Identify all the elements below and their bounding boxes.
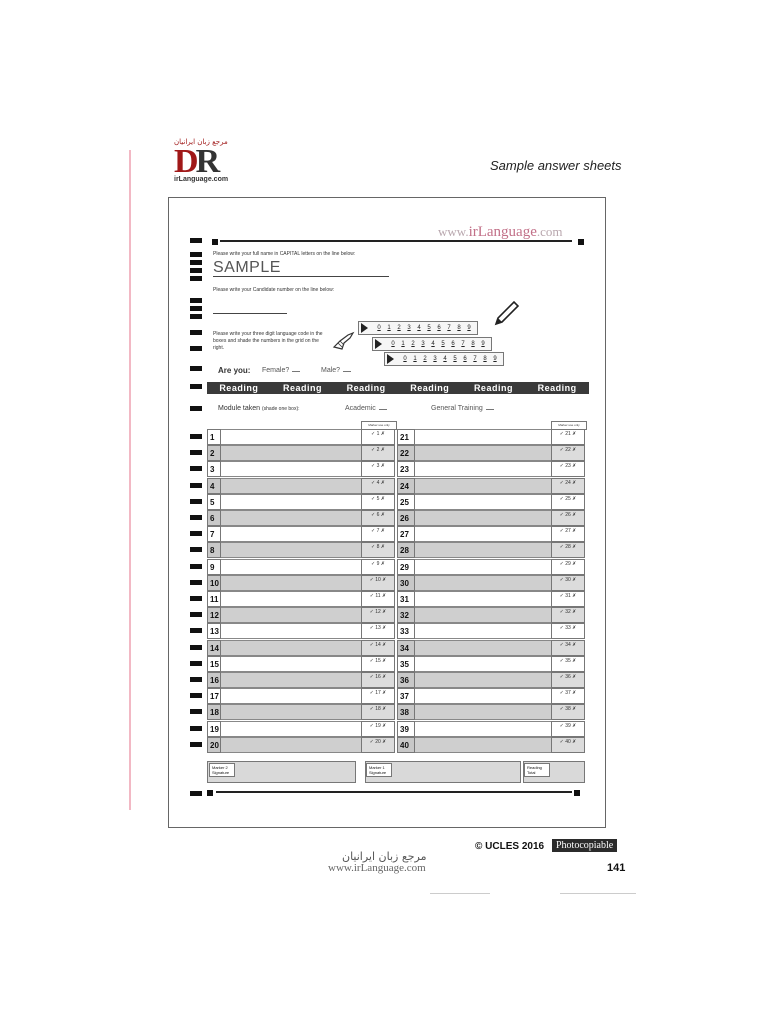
question-number: 10 <box>207 575 221 591</box>
timing-mark <box>190 306 202 311</box>
marker-box[interactable]: ✓ 31 ✗ <box>551 591 585 607</box>
marker-box[interactable]: ✓ 22 ✗ <box>551 445 585 461</box>
marker-box[interactable]: ✓ 35 ✗ <box>551 656 585 672</box>
answer-field[interactable] <box>415 510 551 526</box>
logo-site: irLanguage.com <box>174 176 229 183</box>
marker-use-only-right: Marker use only <box>551 421 587 430</box>
question-number: 18 <box>207 704 221 720</box>
answer-row <box>207 542 588 558</box>
marker-box[interactable]: ✓ 16 ✗ <box>361 672 395 688</box>
answer-field[interactable] <box>221 542 361 558</box>
timing-mark <box>190 580 202 585</box>
marker-box[interactable]: ✓ 27 ✗ <box>551 526 585 542</box>
timing-mark <box>190 406 202 411</box>
answer-field[interactable] <box>415 542 551 558</box>
answer-field[interactable] <box>415 429 551 445</box>
module-taken-label: Module taken (shade one box): <box>218 405 300 412</box>
question-number: 14 <box>207 640 221 656</box>
question-number: 28 <box>397 542 415 558</box>
timing-mark <box>190 434 202 439</box>
answer-field[interactable] <box>221 640 361 656</box>
timing-mark <box>190 645 202 650</box>
question-number: 24 <box>397 478 415 494</box>
language-code-row-2[interactable]: 0 1 2 3 4 5 6 7 8 9 <box>372 337 492 351</box>
timing-mark <box>190 499 202 504</box>
answer-row <box>207 478 588 494</box>
marker-box[interactable]: ✓ 33 ✗ <box>551 623 585 639</box>
timing-mark <box>578 239 584 245</box>
question-number: 25 <box>397 494 415 510</box>
timing-mark <box>190 693 202 698</box>
marker-box[interactable]: ✓ 8 ✗ <box>361 542 395 558</box>
marker-box[interactable]: ✓ 10 ✗ <box>361 575 395 591</box>
answer-field[interactable] <box>415 526 551 542</box>
timing-mark <box>190 366 202 371</box>
marker-box[interactable]: ✓ 9 ✗ <box>361 559 395 575</box>
name-instruction: Please write your full name in CAPITAL letters on the line below: <box>213 251 356 257</box>
answer-row <box>207 526 588 542</box>
marker-box[interactable]: ✓ 32 ✗ <box>551 607 585 623</box>
timing-mark <box>190 677 202 682</box>
question-number: 6 <box>207 510 221 526</box>
question-number: 20 <box>207 737 221 753</box>
marker-box[interactable]: ✓ 24 ✗ <box>551 478 585 494</box>
timing-mark <box>190 515 202 520</box>
timing-mark <box>190 252 202 257</box>
answer-row <box>207 688 588 704</box>
timing-mark <box>207 790 213 796</box>
timing-mark <box>190 466 202 471</box>
answer-field[interactable] <box>415 672 551 688</box>
answer-field[interactable] <box>415 607 551 623</box>
answer-field[interactable] <box>221 607 361 623</box>
question-number: 36 <box>397 672 415 688</box>
question-number: 8 <box>207 542 221 558</box>
answer-field[interactable] <box>415 656 551 672</box>
answer-row <box>207 623 588 639</box>
timing-mark <box>190 726 202 731</box>
candidate-number-line <box>213 313 287 314</box>
answer-row <box>207 445 588 461</box>
marker-box[interactable]: ✓ 36 ✗ <box>551 672 585 688</box>
page-margin-line <box>129 150 131 810</box>
answer-row <box>207 737 588 753</box>
question-number: 12 <box>207 607 221 623</box>
question-number: 11 <box>207 591 221 607</box>
answer-field[interactable] <box>415 445 551 461</box>
timing-mark <box>190 709 202 714</box>
question-number: 19 <box>207 721 221 737</box>
copyright: © UCLES 2016 <box>475 841 545 852</box>
answer-field[interactable] <box>221 526 361 542</box>
timing-mark <box>190 298 202 303</box>
marker-box[interactable]: ✓ 25 ✗ <box>551 494 585 510</box>
candidate-instruction: Please write your Candidate number on the line below: <box>213 287 335 293</box>
timing-mark <box>190 547 202 552</box>
marker-box[interactable]: ✓ 40 ✗ <box>551 737 585 753</box>
timing-mark <box>190 346 202 351</box>
answer-field[interactable] <box>221 704 361 720</box>
footer-persian-text: مرجع زبان ایرانیان <box>342 850 427 863</box>
answer-field[interactable] <box>415 640 551 656</box>
photocopiable-badge: Photocopiable <box>552 839 617 852</box>
footer-rule <box>430 893 490 894</box>
question-number: 17 <box>207 688 221 704</box>
answer-field[interactable] <box>221 721 361 737</box>
marker-box[interactable]: ✓ 39 ✗ <box>551 721 585 737</box>
marker-box[interactable]: ✓ 29 ✗ <box>551 559 585 575</box>
marker-box[interactable]: ✓ 14 ✗ <box>361 640 395 656</box>
reading-total-label: Reading Total <box>524 763 550 777</box>
answer-field[interactable] <box>221 672 361 688</box>
answer-field[interactable] <box>415 688 551 704</box>
marker-box[interactable]: ✓ 15 ✗ <box>361 656 395 672</box>
marker-box[interactable]: ✓ 6 ✗ <box>361 510 395 526</box>
timing-mark <box>212 239 218 245</box>
answer-field[interactable] <box>221 478 361 494</box>
question-number: 30 <box>397 575 415 591</box>
logo-persian-text: مرجع زبان ایرانیان <box>174 138 228 146</box>
answer-row <box>207 672 588 688</box>
marker-box[interactable]: ✓ 23 ✗ <box>551 461 585 477</box>
marker-box[interactable]: ✓ 34 ✗ <box>551 640 585 656</box>
question-number: 4 <box>207 478 221 494</box>
timing-mark <box>190 791 202 796</box>
question-number: 16 <box>207 672 221 688</box>
marker-1-signature-label: Marker 1 Signature <box>366 763 392 777</box>
answer-field[interactable] <box>221 429 361 445</box>
timing-mark <box>190 483 202 488</box>
are-you-label: Are you: <box>218 366 251 375</box>
answer-field[interactable] <box>221 510 361 526</box>
reading-banner: Reading Reading Reading Reading Reading Reading <box>207 382 589 394</box>
answer-field[interactable] <box>415 494 551 510</box>
marker-box[interactable]: ✓ 5 ✗ <box>361 494 395 510</box>
answer-field[interactable] <box>415 721 551 737</box>
question-number: 9 <box>207 559 221 575</box>
timing-mark <box>190 260 202 265</box>
marker-box[interactable]: ✓ 4 ✗ <box>361 478 395 494</box>
timing-mark <box>574 790 580 796</box>
bottom-rule <box>216 791 572 793</box>
language-instruction: Please write your three digit language code in the boxes and shade the numbers in the grid on the right. <box>213 331 323 351</box>
page-number: 141 <box>607 862 626 874</box>
general-training-option[interactable]: General Training <box>431 405 494 412</box>
marker-box[interactable]: ✓ 18 ✗ <box>361 704 395 720</box>
answer-field[interactable] <box>221 688 361 704</box>
question-number: 15 <box>207 656 221 672</box>
question-number: 26 <box>397 510 415 526</box>
name-line <box>213 276 389 277</box>
marker-box[interactable]: ✓ 28 ✗ <box>551 542 585 558</box>
timing-mark <box>190 384 202 389</box>
question-number: 21 <box>397 429 415 445</box>
marker-box[interactable]: ✓ 3 ✗ <box>361 461 395 477</box>
watermark: www.irLanguage.com <box>438 224 563 240</box>
answer-field[interactable] <box>221 445 361 461</box>
marker-2-signature-label: Marker 2 Signature <box>209 763 235 777</box>
candidate-name: SAMPLE <box>213 259 281 276</box>
question-number: 7 <box>207 526 221 542</box>
footer-rule <box>560 893 636 894</box>
pointing-hand-icon <box>332 329 356 353</box>
marker-box[interactable]: ✓ 13 ✗ <box>361 623 395 639</box>
answer-row <box>207 429 588 445</box>
answer-field[interactable] <box>221 559 361 575</box>
answer-field[interactable] <box>221 591 361 607</box>
question-number: 27 <box>397 526 415 542</box>
question-number: 2 <box>207 445 221 461</box>
timing-mark <box>190 330 202 335</box>
question-number: 1 <box>207 429 221 445</box>
question-number: 13 <box>207 623 221 639</box>
marker-box[interactable]: ✓ 21 ✗ <box>551 429 585 445</box>
answer-field[interactable] <box>221 494 361 510</box>
marker-use-only-left: Marker use only <box>361 421 397 430</box>
marker-box[interactable]: ✓ 7 ✗ <box>361 526 395 542</box>
marker-box[interactable]: ✓ 20 ✗ <box>361 737 395 753</box>
question-number: 38 <box>397 704 415 720</box>
footer-site: www.irLanguage.com <box>328 862 426 874</box>
answer-row <box>207 461 588 477</box>
answer-field[interactable] <box>221 737 361 753</box>
language-code-row-1[interactable]: 0 1 2 3 4 5 6 7 8 9 <box>358 321 478 335</box>
timing-mark <box>190 612 202 617</box>
answer-row <box>207 721 588 737</box>
answer-row <box>207 607 588 623</box>
question-number: 5 <box>207 494 221 510</box>
marker-box[interactable]: ✓ 30 ✗ <box>551 575 585 591</box>
question-number: 40 <box>397 737 415 753</box>
answer-row <box>207 704 588 720</box>
answer-field[interactable] <box>415 704 551 720</box>
timing-mark <box>190 531 202 536</box>
answer-row <box>207 640 588 656</box>
question-number: 39 <box>397 721 415 737</box>
marker-box[interactable]: ✓ 2 ✗ <box>361 445 395 461</box>
answer-row <box>207 494 588 510</box>
timing-mark <box>190 450 202 455</box>
question-number: 33 <box>397 623 415 639</box>
academic-option[interactable]: Academic <box>345 405 387 412</box>
timing-mark <box>190 268 202 273</box>
answer-row <box>207 575 588 591</box>
answer-field[interactable] <box>415 559 551 575</box>
question-number: 35 <box>397 656 415 672</box>
pencil-icon <box>492 300 520 328</box>
question-number: 29 <box>397 559 415 575</box>
language-code-row-3[interactable]: 0 1 2 3 4 5 6 7 8 9 <box>384 352 504 366</box>
question-number: 37 <box>397 688 415 704</box>
question-number: 3 <box>207 461 221 477</box>
timing-mark <box>190 596 202 601</box>
timing-mark <box>190 564 202 569</box>
marker-box[interactable]: ✓ 11 ✗ <box>361 591 395 607</box>
answer-row <box>207 510 588 526</box>
answer-row <box>207 591 588 607</box>
logo-mark: DR <box>174 143 218 180</box>
answer-field[interactable] <box>221 575 361 591</box>
answer-field[interactable] <box>415 623 551 639</box>
question-number: 34 <box>397 640 415 656</box>
question-number: 32 <box>397 607 415 623</box>
timing-mark <box>190 661 202 666</box>
answer-field[interactable] <box>415 737 551 753</box>
timing-mark <box>190 238 202 243</box>
answer-field[interactable] <box>221 461 361 477</box>
answer-field[interactable] <box>415 575 551 591</box>
marker-box[interactable]: ✓ 38 ✗ <box>551 704 585 720</box>
marker-box[interactable]: ✓ 19 ✗ <box>361 721 395 737</box>
timing-mark <box>190 276 202 281</box>
irlanguage-logo <box>174 138 234 192</box>
timing-mark <box>190 314 202 319</box>
answer-field[interactable] <box>415 591 551 607</box>
top-rule <box>220 240 572 242</box>
answer-row <box>207 559 588 575</box>
timing-mark <box>190 742 202 747</box>
question-number: 31 <box>397 591 415 607</box>
marker-box[interactable]: ✓ 17 ✗ <box>361 688 395 704</box>
question-number: 22 <box>397 445 415 461</box>
female-option[interactable]: Female? <box>262 367 300 374</box>
answer-field[interactable] <box>415 461 551 477</box>
answer-row <box>207 656 588 672</box>
page-title: Sample answer sheets <box>490 158 622 173</box>
marker-box[interactable]: ✓ 37 ✗ <box>551 688 585 704</box>
answer-field[interactable] <box>415 478 551 494</box>
timing-mark <box>190 628 202 633</box>
marker-box[interactable]: ✓ 12 ✗ <box>361 607 395 623</box>
answer-field[interactable] <box>221 623 361 639</box>
answer-field[interactable] <box>221 656 361 672</box>
marker-box[interactable]: ✓ 26 ✗ <box>551 510 585 526</box>
question-number: 23 <box>397 461 415 477</box>
marker-box[interactable]: ✓ 1 ✗ <box>361 429 395 445</box>
male-option[interactable]: Male? <box>321 367 351 374</box>
